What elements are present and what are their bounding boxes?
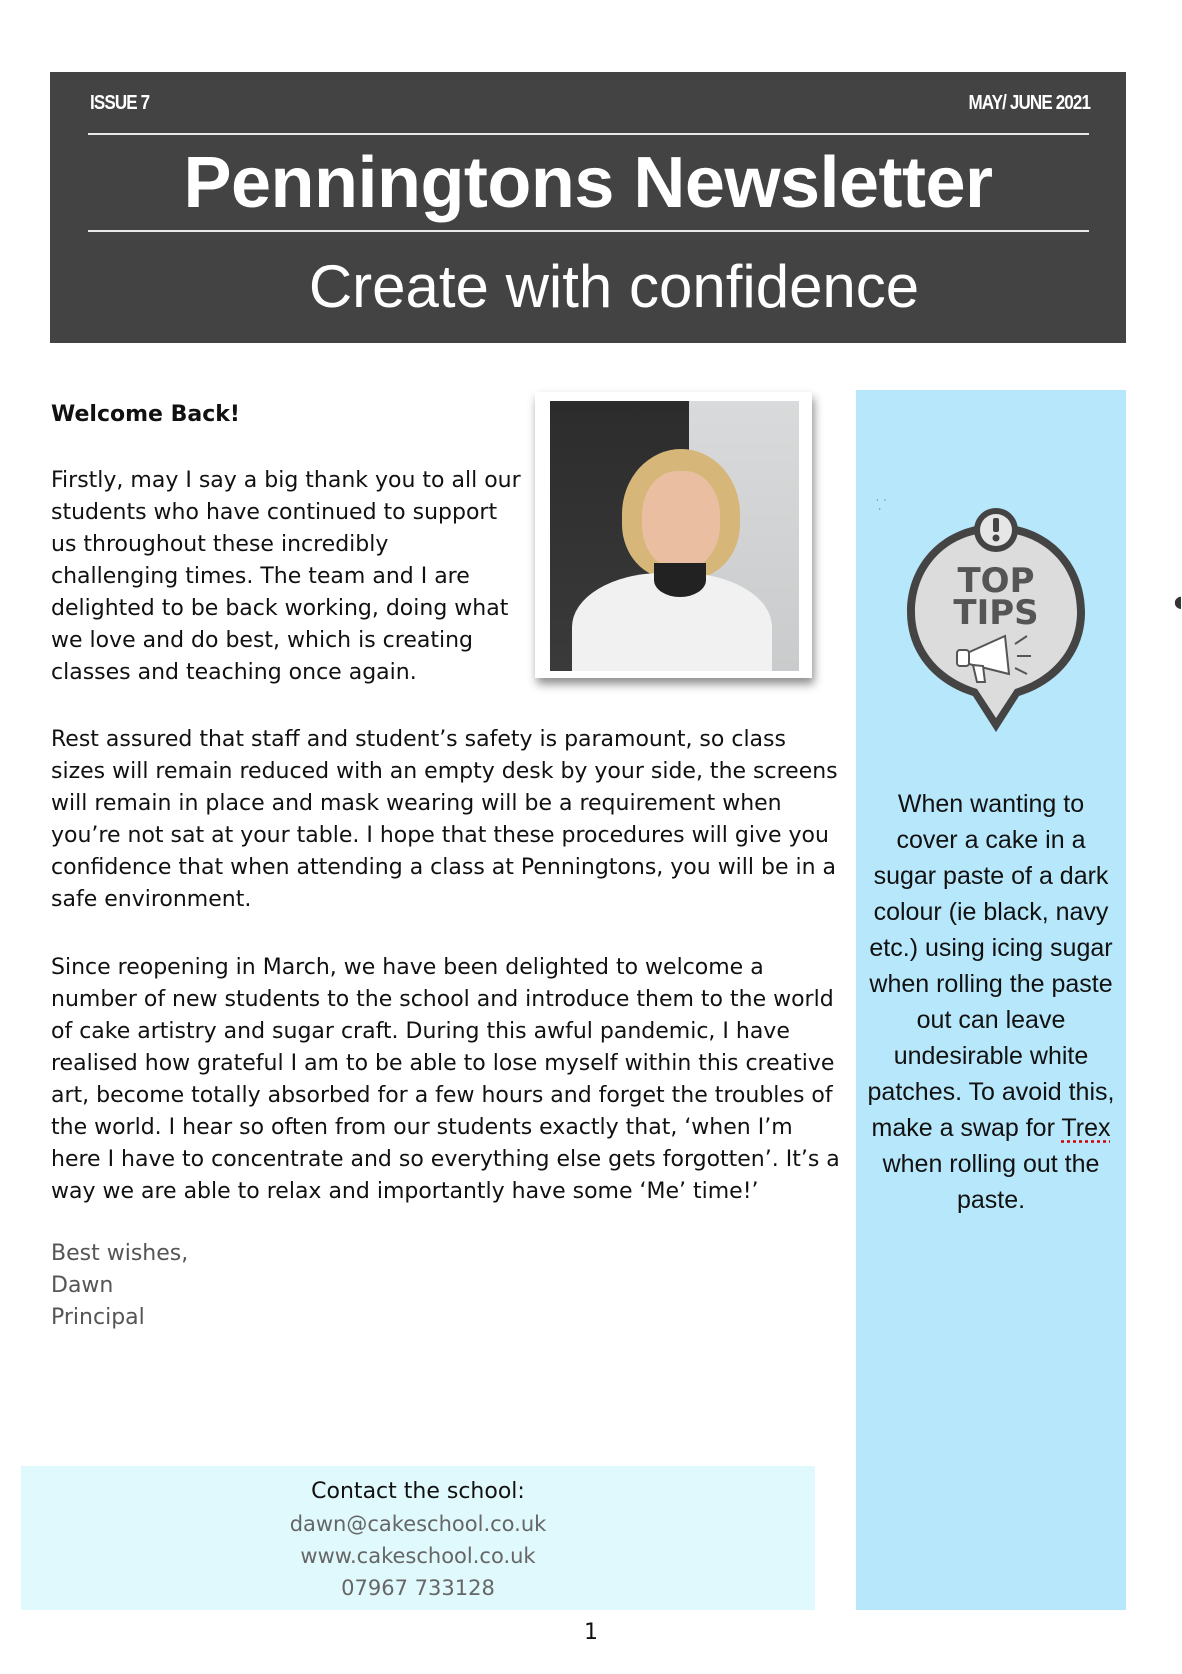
contact-title: Contact the school: [311, 1479, 525, 1504]
article-paragraph-1: Firstly, may I say a big thank you to all our students who have continued to support us throughout these incredibly challenging times. The team and I are delighted to be back working, doing what we love and do best, which is creating classes and teaching once again. [51, 468, 521, 685]
top-tips-badge [907, 504, 1085, 736]
page-edge-mark: ◖ [1174, 592, 1182, 611]
article-paragraph-3: Since reopening in March, we have been delighted to welcome a number of new students to the school and introduce them to the world of cake artistry and sugar craft. During this awful pandemic, I have realised how grateful I am to be able to lose myself within this creative art, become totally absorbed for a few hours and forget the troubles of the world. I hear so often from our students exactly that, ‘when I’m here I have to concentrate and so everything else gets forgotten’. It’s a way we are able to relax and importantly have some ‘Me’ time!’ [51, 955, 840, 1204]
signoff-line: Best wishes, [51, 1241, 189, 1266]
article-paragraph-2: Rest assured that staff and student’s safety is paramount, so class sizes will remain reduced with an empty desk by your side, the screens will remain in place and mask wearing will be a requirement when you’re not sat at your table. I hope that these procedures will give you confidence that when attending a class at Penningtons, you will be in a safe environment. [51, 727, 838, 912]
newsletter-title: Penningtons Newsletter [183, 143, 993, 223]
header-divider-top [88, 133, 1089, 135]
contact-box [21, 1466, 815, 1610]
contact-phone: 07967 733128 [341, 1576, 495, 1600]
article-heading: Welcome Back! [51, 402, 240, 427]
signoff-role: Principal [51, 1305, 145, 1330]
tip-text-end: when rolling out the paste. [882, 1150, 1100, 1214]
signoff-name: Dawn [51, 1273, 114, 1298]
badge-text-tips: TIPS [953, 593, 1039, 633]
principal-photo-frame [535, 392, 812, 678]
signoff [51, 1238, 841, 1334]
issue-date: MAY/ JUNE 2021 [968, 92, 1090, 114]
principal-photo [550, 401, 799, 671]
tip-text [866, 786, 1116, 1218]
newsletter-header [50, 72, 1126, 343]
contact-email[interactable]: dawn@cakeschool.co.uk [289, 1512, 547, 1536]
issue-label: ISSUE 7 [90, 92, 150, 114]
page-number: 1 [584, 1620, 598, 1645]
decorative-dots: · · · [876, 496, 887, 514]
badge-text-top: TOP [957, 561, 1035, 601]
tip-text-main: When wanting to cover a cake in a sugar paste of a dark colour (ie black, navy etc.) using icing sugar when rolling the paste out can leave undesirable white patches. To avoid this, make a swap for [867, 790, 1115, 1142]
header-divider-bottom [88, 230, 1089, 232]
contact-website[interactable]: www.cakeschool.co.uk [300, 1544, 536, 1568]
tip-text-trex: Trex [1061, 1114, 1111, 1142]
newsletter-subtitle: Create with confidence [308, 253, 920, 320]
